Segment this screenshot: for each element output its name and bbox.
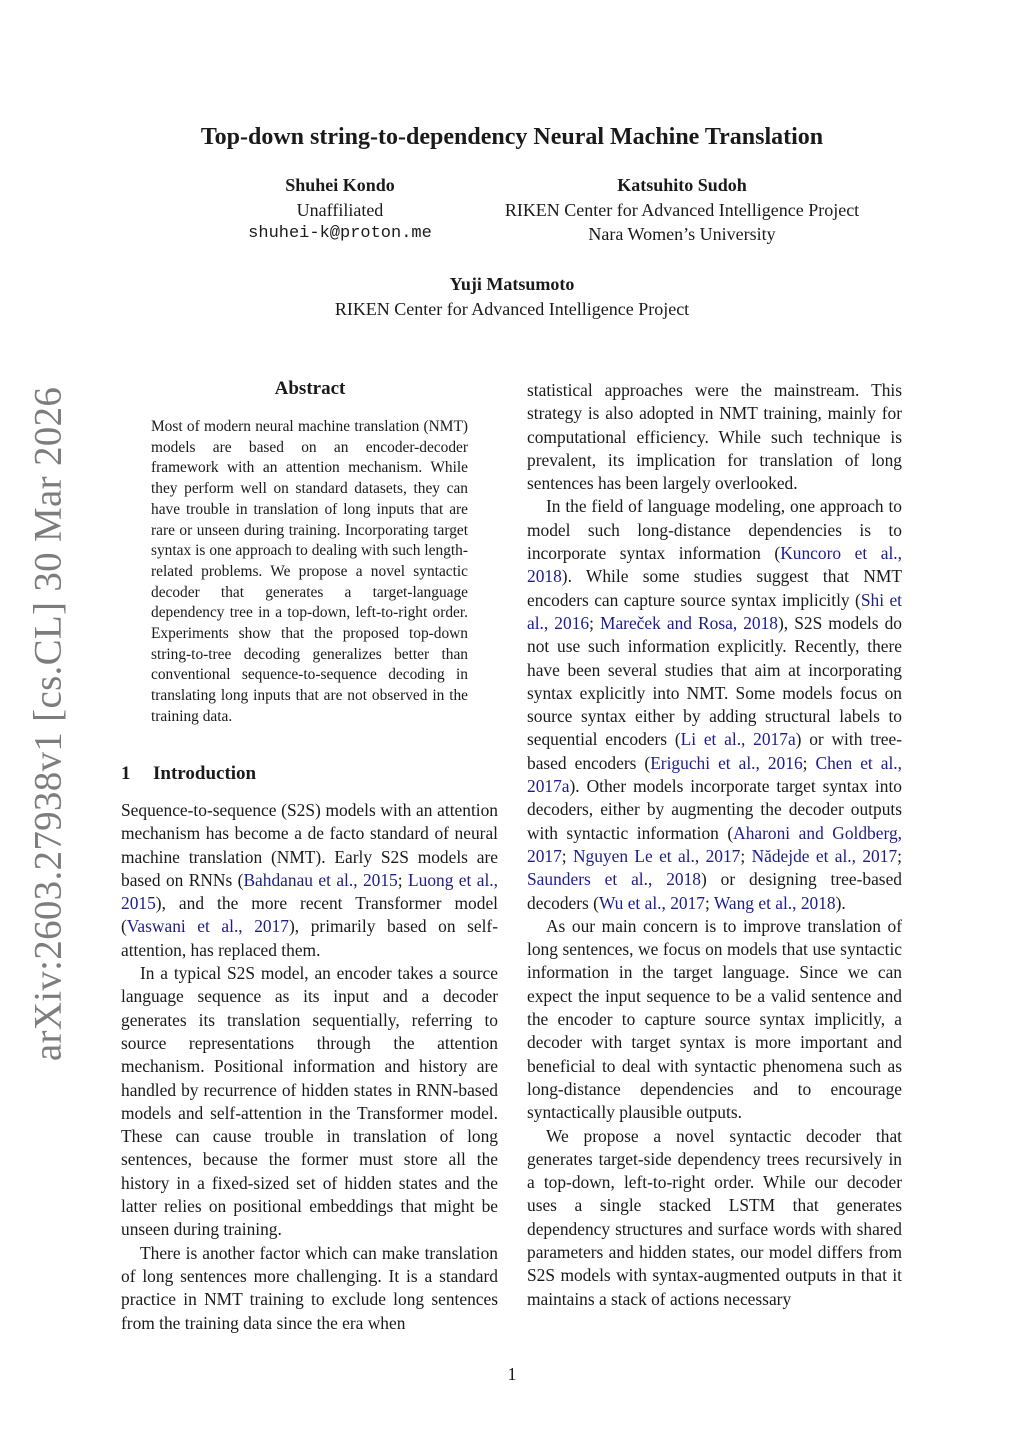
- citation-link[interactable]: Shi et al., 2016: [527, 589, 902, 633]
- paragraph: We propose a novel syntactic decoder that generates target-side dependency trees recursively in a top-down, left-to-right order. While our decoder uses a single stacked LSTM that generates dependency structures and surface words with shared parameters and hidden states, our model differs from S2S models with syntax-augmented outputs in that it maintains a stack of actions necessary: [527, 1125, 902, 1309]
- author-affiliation-secondary: Nara Women’s University: [588, 224, 776, 244]
- citation-link[interactable]: Nguyen Le et al., 2017: [572, 845, 741, 866]
- citation-link[interactable]: Wu et al., 2017: [598, 892, 705, 913]
- citation-link[interactable]: Nădejde et al., 2017: [751, 845, 898, 866]
- author-email: shuhei-k@proton.me: [248, 224, 432, 243]
- author-name: Yuji Matsumoto: [449, 274, 575, 294]
- citation-link[interactable]: Vaswani et al., 2017: [126, 916, 289, 937]
- paragraph: In a typical S2S model, an encoder takes a source language sequence as its input and a decoder generates its translation sequentially, referring to source representations through the attention mechanism. Positional information and history are handled by recurrence of hidden states in RNN-based models and self-attention in the Transformer model. These can cause trouble in translation of long sentences, because the former must store all the history in a fixed-sized set of hidden states and the latter relies on positional embeddings that might be unseen during training.: [121, 963, 498, 1240]
- author-affiliation: Unaffiliated: [296, 199, 384, 220]
- arxiv-identifier-stamp: arXiv:2603.27938v1 [cs.CL] 30 Mar 2026: [26, 386, 70, 1062]
- citation-link[interactable]: Bahdanau et al., 2015: [243, 869, 398, 890]
- paragraph: As our main concern is to improve translation of long sentences, we focus on models that use syntactic information in the target language. Since we can expect the input sequence to be a valid sentence and the encoder to capture source syntax implicitly, a decoder with target syntax is more important and beneficial to deal with syntactic phenomena such as long-distance dependencies and to encourage syntactically plausible outputs.: [527, 915, 902, 1123]
- paragraph: There is another factor which can make translation of long sentences more challenging. It is a standard practice in NMT training to exclude long sentences from the training data since the era when: [121, 1242, 498, 1333]
- paragraph: In the field of language modeling, one approach to model such long-distance dependencies is to incorporate syntax information (Kuncoro et al., 2018). While some studies suggest that NMT encoders can capture source syntax implicitly (Shi et al., 2016; Mareček and Rosa, 2018), S2S models do not use such information explicitly. Recently, there have been several studies that aim at incorporating syntax explicitly into NMT. Some models focus on source syntax either by adding structural labels to sequential encoders (Li et al., 2017a) or with tree-based encoders (Eriguchi et al., 2016; Chen et al., 2017a). Other models incorporate target syntax into decoders, either by augmenting the decoder outputs with syntactic information (Aharoni and Goldberg, 2017; Nguyen Le et al., 2017; Nădejde et al., 2017; Saunders et al., 2018) or designing tree-based decoders (Wu et al., 2017; Wang et al., 2018).: [527, 496, 903, 913]
- citation-link[interactable]: Wang et al., 2018: [713, 892, 836, 913]
- paragraph: Sequence-to-sequence (S2S) models with an attention mechanism has become a de facto standard of neural machine translation (NMT). Early S2S models are based on RNNs (Bahdanau et al., 2015; Luong et al., 2015), and the more recent Transformer model (Vaswani et al., 2017), primarily based on self-attention, has replaced them.: [121, 800, 498, 960]
- page-number: 1: [507, 1364, 517, 1384]
- author-block-kondo: [200, 173, 480, 247]
- author-affiliation: RIKEN Center for Advanced Intelligence Project: [504, 199, 860, 220]
- author-name: Shuhei Kondo: [285, 175, 395, 195]
- abstract-heading: Abstract: [274, 378, 346, 399]
- section-title: Introduction: [153, 763, 257, 784]
- citation-link[interactable]: Mareček and Rosa, 2018: [599, 612, 779, 633]
- citation-link[interactable]: Luong et al., 2015: [121, 869, 498, 914]
- abstract-text: Most of modern neural machine translation (NMT) models are based on an encoder-decoder framework with an attention mechanism. While they perform well on standard datasets, they can have trouble in translation of long inputs that are rare or unseen during training. Incorporating target syntax is one approach to dealing with such length-related problems. We propose a novel syntactic decoder that generates a target-language dependency tree in a top-down, left-to-right order. Experiments show that the proposed top-down string-to-tree decoding generalizes better than conventional sequence-to-sequence decoding in translating long inputs that are not observed in the training data.: [151, 418, 468, 725]
- paragraph: statistical approaches were the mainstream. This strategy is also adopted in NMT training, mainly for computational efficiency. While such technique is prevalent, its implication for translation of long sentences has been largely overlooked.: [527, 380, 902, 494]
- author-block-matsumoto: [212, 272, 812, 321]
- paper-title: Top-down string-to-dependency Neural Machine Translation: [200, 124, 824, 150]
- citation-link[interactable]: Li et al., 2017a: [680, 729, 796, 750]
- author-block-sudoh: [452, 173, 912, 247]
- citation-link[interactable]: Aharoni and Goldberg, 2017: [527, 822, 902, 866]
- author-name: Katsuhito Sudoh: [617, 175, 747, 195]
- citation-link[interactable]: Kuncoro et al., 2018: [527, 543, 902, 587]
- citation-link[interactable]: Eriguchi et al., 2016: [650, 752, 803, 773]
- author-affiliation: RIKEN Center for Advanced Intelligence Project: [334, 298, 690, 319]
- citation-link[interactable]: Chen et al., 2017a: [527, 752, 903, 797]
- right-column: [527, 379, 902, 1311]
- section-heading-introduction: [121, 763, 256, 785]
- left-column: [121, 799, 498, 1335]
- citation-link[interactable]: Saunders et al., 2018: [527, 869, 701, 890]
- section-number: 1: [121, 763, 131, 784]
